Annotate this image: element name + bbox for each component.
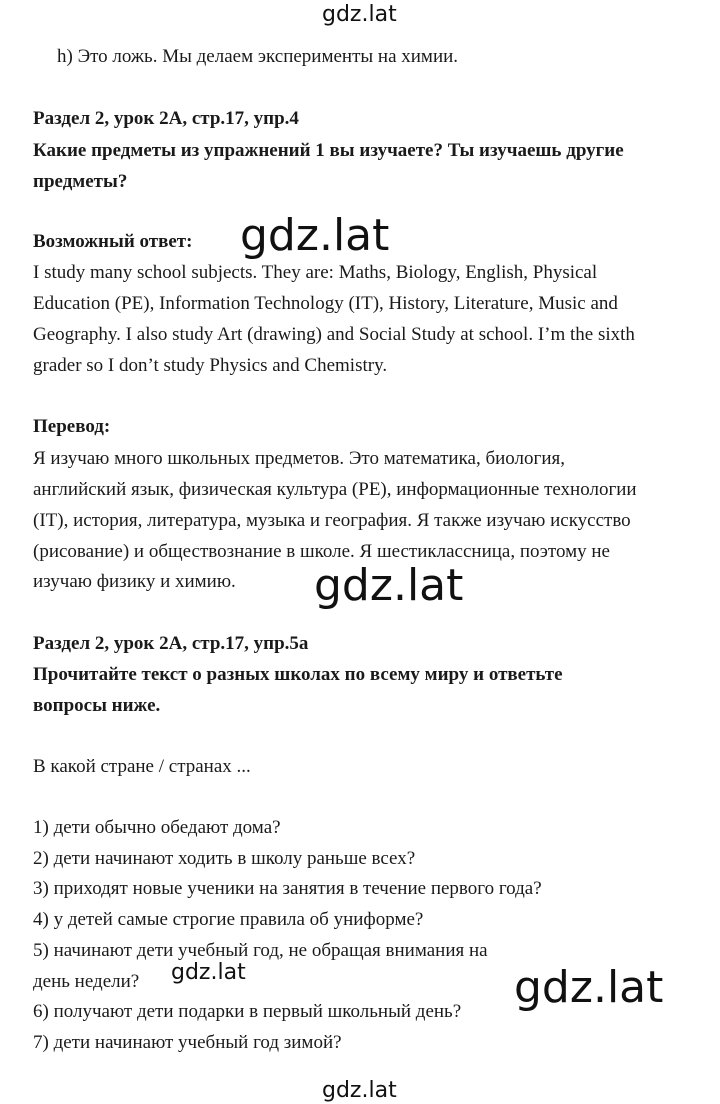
section1-question-line-1: Какие предметы из упражнений 1 вы изучаете? Ты изучаешь другие: [33, 140, 624, 161]
watermark-inline: gdz.lat: [171, 960, 246, 985]
answer-label: Возможный ответ:: [33, 231, 193, 252]
question-item: 1) дети обычно обедают дома?: [33, 817, 281, 838]
question-item-continuation: день недели?: [33, 971, 140, 992]
translation-line: (рисование) и обществознание в школе. Я шестиклассница, поэтому не: [33, 541, 610, 562]
section1-question-line-2: предметы?: [33, 171, 128, 192]
translation-label: Перевод:: [33, 416, 111, 437]
section2-instruction-line-1: Прочитайте текст о разных школах по всему миру и ответьте: [33, 664, 563, 685]
answer-line: I study many school subjects. They are: Maths, Biology, English, Physical: [33, 262, 598, 283]
section1-heading: Раздел 2, урок 2А, стр.17, упр.4: [33, 108, 299, 129]
translation-line: Я изучаю много школьных предметов. Это математика, биология,: [33, 448, 565, 469]
question-item: 6) получают дети подарки в первый школьный день?: [33, 1001, 462, 1022]
watermark-top: gdz.lat: [322, 2, 397, 27]
answer-line: grader so I don’t study Physics and Chemistry.: [33, 355, 388, 376]
section2-heading: Раздел 2, урок 2А, стр.17, упр.5а: [33, 633, 309, 654]
watermark-big-right: gdz.lat: [514, 962, 664, 1013]
answer-line: Geography. I also study Art (drawing) and Social Study at school. I’m the sixth: [33, 324, 635, 345]
answer-line: Education (PE), Information Technology (IT), History, Literature, Music and: [33, 293, 618, 314]
translation-line: изучаю физику и химию.: [33, 571, 236, 592]
translation-line: английский язык, физическая культура (PE), информационные технологии: [33, 479, 637, 500]
translation-line: (IT), история, литература, музыка и география. Я также изучаю искусство: [33, 510, 631, 531]
questions-lead: В какой стране / странах ...: [33, 756, 251, 777]
intro-line: h) Это ложь. Мы делаем эксперименты на химии.: [57, 46, 459, 67]
question-item: 5) начинают дети учебный год, не обращая внимания на: [33, 940, 488, 961]
question-item: 7) дети начинают учебный год зимой?: [33, 1032, 342, 1053]
section2-instruction-line-2: вопросы ниже.: [33, 695, 161, 716]
question-item: 3) приходят новые ученики на занятия в течение первого года?: [33, 878, 542, 899]
watermark-mid-1: gdz.lat: [240, 210, 390, 261]
watermark-bottom: gdz.lat: [322, 1078, 397, 1103]
watermark-mid-2: gdz.lat: [314, 560, 464, 611]
question-item: 2) дети начинают ходить в школу раньше всех?: [33, 848, 416, 869]
question-item: 4) у детей самые строгие правила об униформе?: [33, 909, 424, 930]
